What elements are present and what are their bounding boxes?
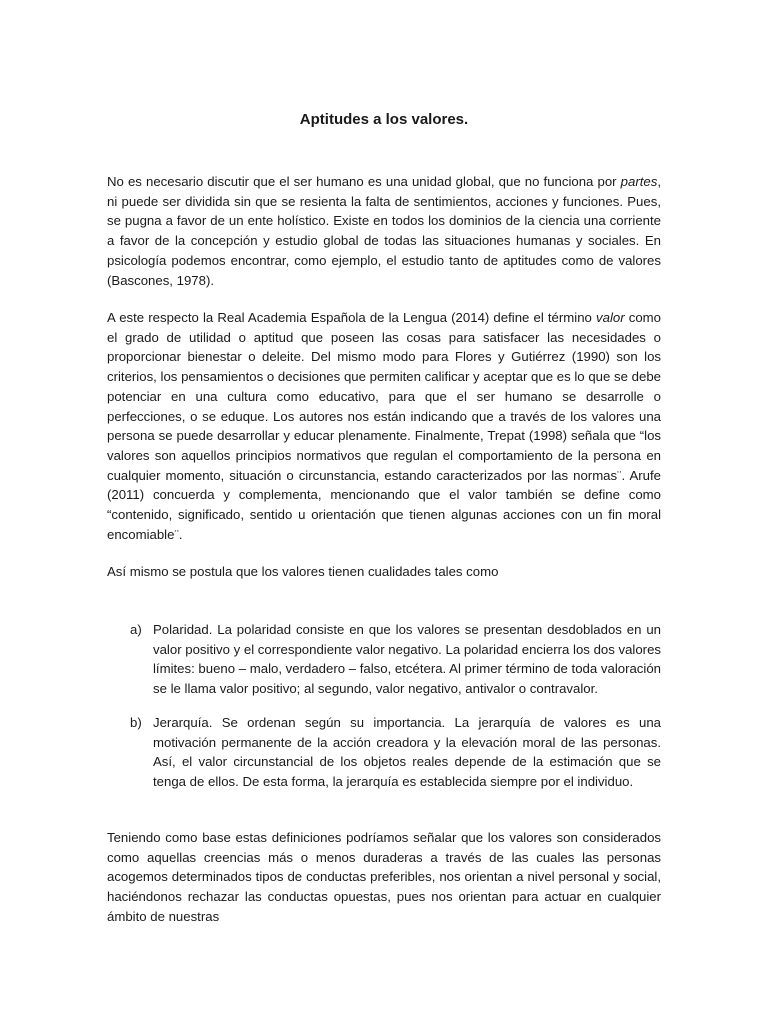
list-marker: b) <box>130 715 142 730</box>
list-item-text: Jerarquía. Se ordenan según su importancia. La jerarquía de valores es una motivación permanente de la acción creadora y la elevación moral de las personas. Así, el valor circunstancial de los objetos reales depende de la estimación que se tenga de ellos. De esta forma, la jerarquía es establecida siempre por el individuo. <box>153 715 661 790</box>
paragraph-intro-italic-term: partes <box>620 174 658 189</box>
paragraph-intro-text-start: No es necesario discutir que el ser humano es una unidad global, que no funciona por <box>107 174 621 189</box>
list-marker: a) <box>130 622 142 637</box>
paragraph-qualities-intro: Así mismo se postula que los valores tienen cualidades tales como <box>107 564 499 579</box>
paragraph-intro <box>107 172 661 290</box>
document-title: Aptitudes a los valores. <box>299 111 469 128</box>
paragraph-intro-text-end: , ni puede ser dividida sin que se resienta la falta de sentimientos, acciones y funciones. Pues, se pugna a favor de un ente holístico. Existe en todos los dominios de la ciencia una corriente a favor de la concepción y estudio global de todas las situaciones humanas y sociales. En psicología podemos encontrar, como ejemplo, el estudio tanto de aptitudes como de valores (Bascones, 1978). <box>107 174 661 288</box>
paragraph-definition <box>107 308 661 544</box>
paragraph-definition-text-end: como el grado de utilidad o aptitud que poseen las cosas para satisfacer las necesidades o proporcionar bienestar o deleite. Del mismo modo para Flores y Gutiérrez (1990) son los criterios, los pensamientos o decisiones que permiten calificar y aceptar que es lo que se debe potenciar en una cultura como educativo, para que el ser humano se desarrolle o perfecciones, o se eduque. Los autores nos están indicando que a través de los valores una persona se puede desarrollar y educar plenamente. Finalmente, Trepat (1998) señala que “los valores son aquellos principios normativos que regulan el comportamiento de la persona en cualquier momento, situación o circunstancia, estando caracterizados por las normas¨. Arufe (2011) concuerda y complementa, mencionando que el valor también se define como “contenido, significado, sentido u orientación que tienen algunas acciones con un fin moral encomiable¨. <box>107 310 661 542</box>
paragraph-definition-text-start: A este respecto la Real Academia Española de la Lengua (2014) define el término <box>107 310 597 325</box>
paragraph-definition-italic-term: valor <box>596 310 625 325</box>
list-item-text: Polaridad. La polaridad consiste en que los valores se presentan desdoblados en un valor positivo y el correspondiente valor negativo. La polaridad encierra los dos valores límites: bueno – malo, verdadero – falso, etcétera. Al primer término de toda valoración se le llama valor positivo; al segundo, valor negativo, antivalor o contravalor. <box>153 622 662 697</box>
paragraph-conclusion: Teniendo como base estas definiciones podríamos señalar que los valores son considerados como aquellas creencias más o menos duraderas a través de las cuales las personas acogemos determinados tipos de conductas preferibles, nos orientan a nivel personal y social, haciéndonos rechazar las conductas opuestas, pues nos orientan para actuar en cualquier ámbito de nuestras <box>107 830 661 924</box>
